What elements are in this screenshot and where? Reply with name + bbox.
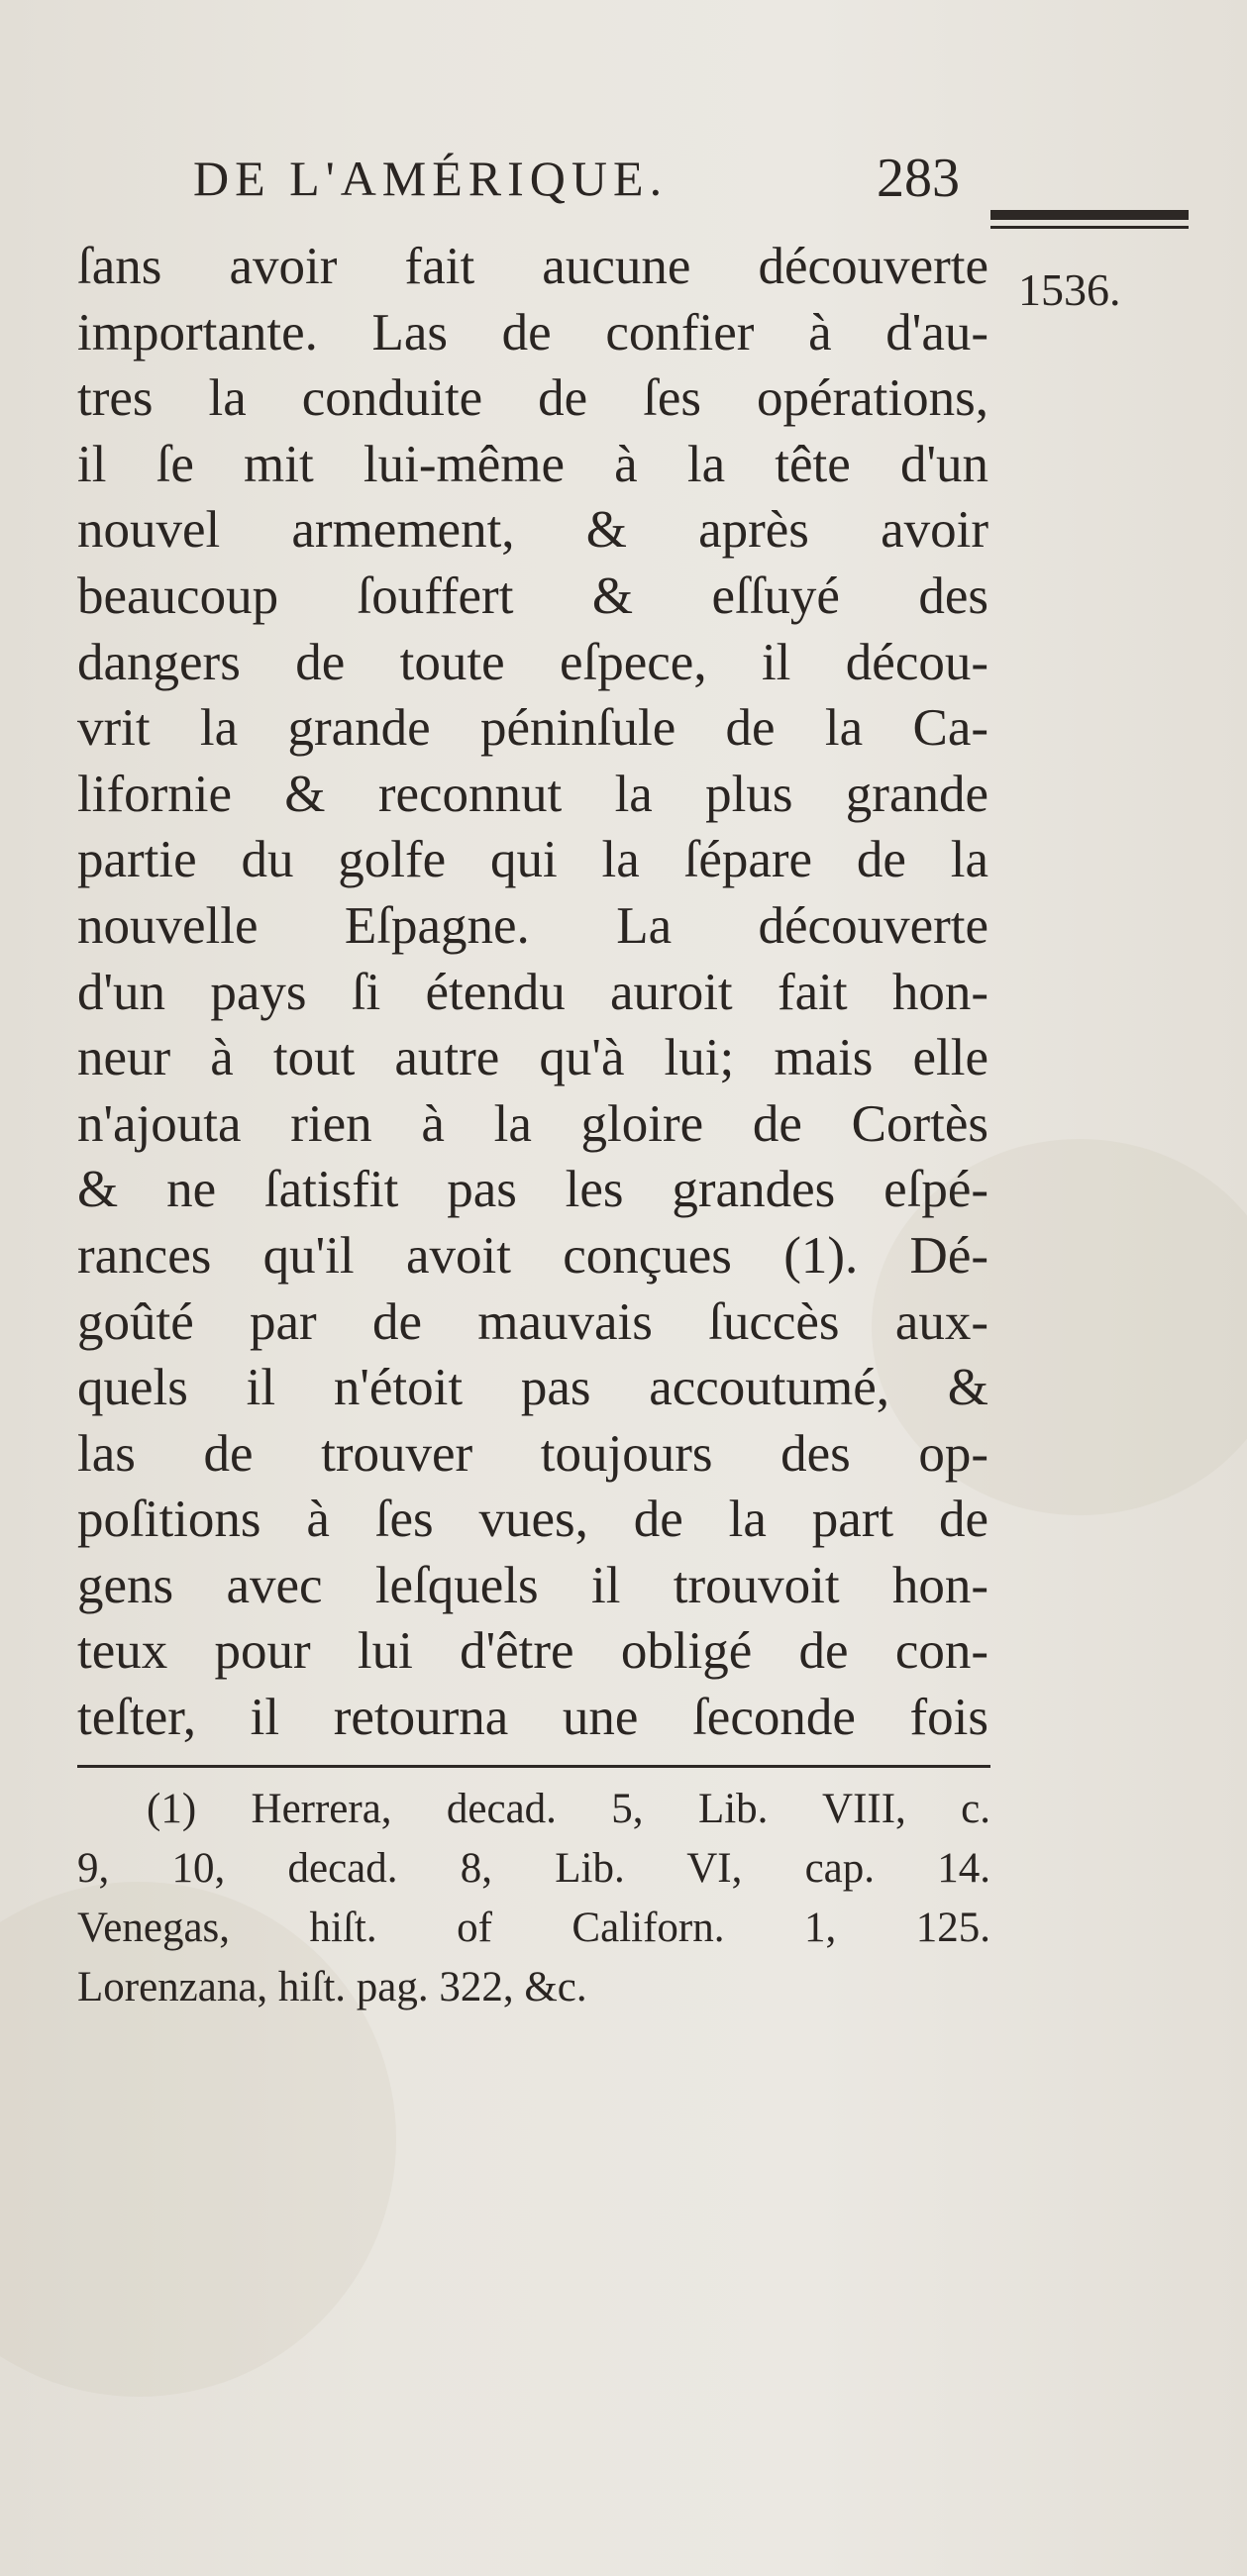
- running-title: DE L'AMÉRIQUE.: [193, 151, 669, 206]
- header-rule: [990, 210, 1189, 220]
- text-line: importante. Las de confier à d'au-: [77, 303, 988, 361]
- footnote-line: Venegas, hiſt. of Californ. 1, 125.: [77, 1905, 990, 1951]
- footnote-line: (1) Herrera, decad. 5, Lib. VIII, c.: [147, 1786, 990, 1832]
- text-line: teux pour lui d'être obligé de con-: [77, 1622, 988, 1681]
- margin-year-note: 1536.: [1018, 264, 1121, 315]
- running-head: [193, 149, 986, 208]
- header-rule-thin: [990, 226, 1189, 229]
- text-line: neur à tout autre qu'à lui; mais elle: [77, 1029, 988, 1087]
- text-line: d'un pays ſi étendu auroit fait hon-: [77, 963, 988, 1021]
- text-line: nouvel armement, & après avoir: [77, 501, 988, 560]
- text-line: dangers de toute eſpece, il décou-: [77, 633, 988, 691]
- text-line: quels il n'étoit pas accoutumé, &: [77, 1359, 988, 1417]
- text-line: vrit la grande péninſule de la Ca-: [77, 699, 988, 758]
- text-line: gens avec leſquels il trouvoit hon-: [77, 1556, 988, 1614]
- text-line: nouvelle Eſpagne. La découverte: [77, 896, 988, 955]
- text-line: las de trouver toujours des op-: [77, 1424, 988, 1483]
- body-text: [77, 234, 988, 1751]
- text-line: beaucoup ſouffert & eſſuyé des: [77, 567, 988, 625]
- text-line: lifornie & reconnut la plus grande: [77, 765, 988, 823]
- text-line: poſitions à ſes vues, de la part de: [77, 1491, 988, 1549]
- text-line: partie du golfe qui la ſépare de la: [77, 831, 988, 889]
- text-line: il ſe mit lui-même à la tête d'un: [77, 435, 988, 493]
- text-line: ſans avoir fait aucune découverte: [77, 238, 988, 295]
- footnotes: [77, 1780, 990, 2017]
- page-number: 283: [877, 148, 960, 209]
- text-line: rances qu'il avoit conçues (1). Dé-: [77, 1226, 988, 1285]
- footnote-rule: [77, 1765, 990, 1768]
- footnote-line: 9, 10, decad. 8, Lib. VI, cap. 14.: [77, 1845, 990, 1892]
- footnote-line: Lorenzana, hiſt. pag. 322, &c.: [77, 1964, 587, 2010]
- text-line: n'ajouta rien à la gloire de Cortès: [77, 1094, 988, 1153]
- text-line: & ne ſatisfit pas les grandes eſpé-: [77, 1161, 988, 1219]
- text-line: tres la conduite de ſes opérations,: [77, 369, 988, 428]
- text-line: goûté par de mauvais ſuccès aux-: [77, 1292, 988, 1351]
- text-line: teſter, il retourna une ſeconde fois: [77, 1689, 988, 1747]
